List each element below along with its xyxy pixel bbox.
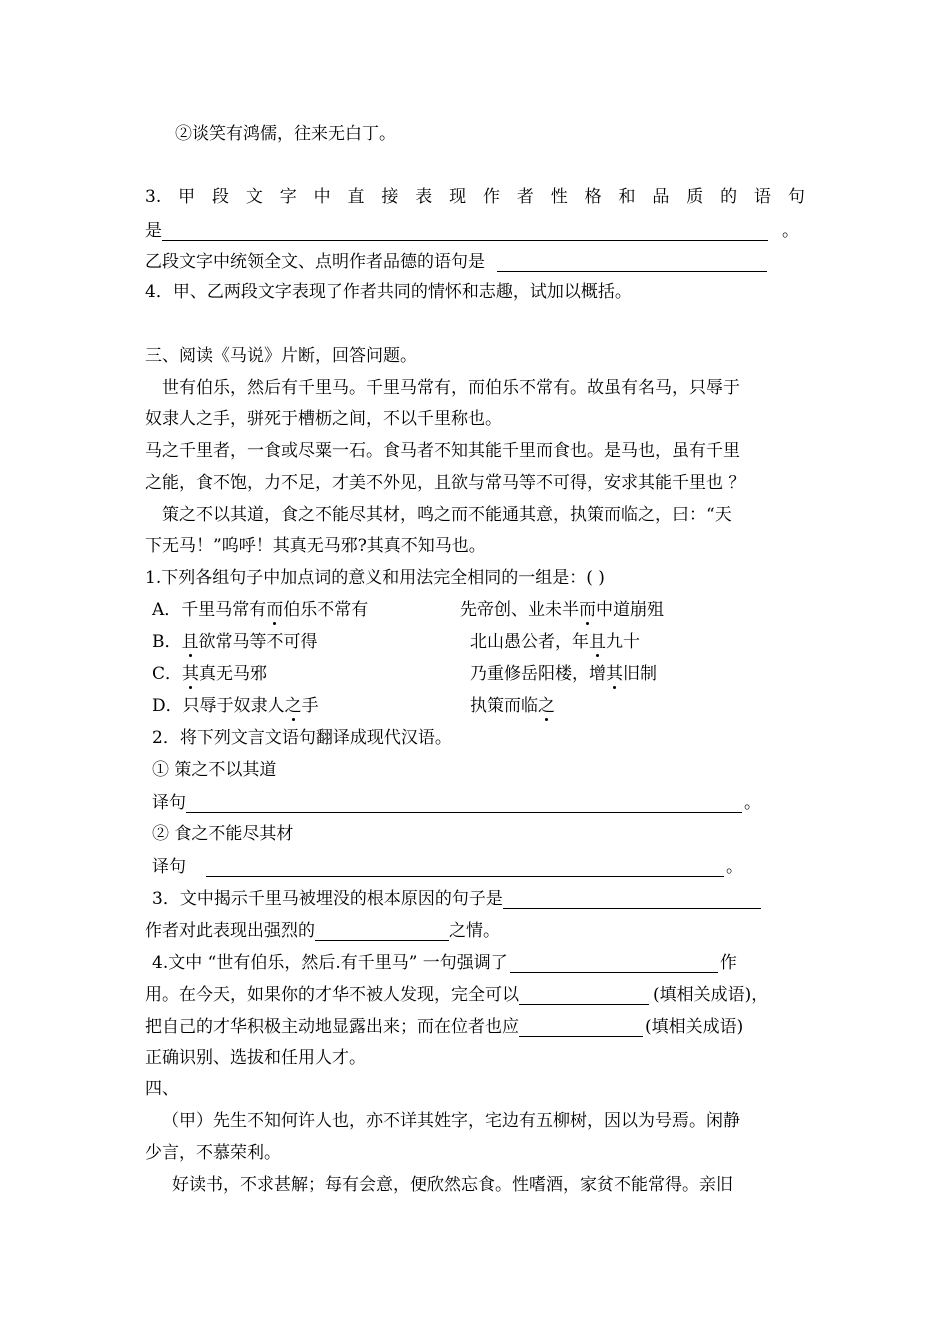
char: 者 <box>516 187 534 207</box>
question-3-2: 2．将下列文言文语句翻译成现代汉语。 <box>152 728 452 748</box>
passage-line: 少言，不慕荣利。 <box>145 1143 281 1163</box>
answer-blank[interactable] <box>186 792 742 813</box>
char: 文 <box>245 187 263 207</box>
question-3-1: 1.下列各组句子中加点词的意义和用法完全相同的一组是：( ) <box>145 568 605 588</box>
translate-answer-line: 译句 。 <box>152 857 743 877</box>
char: 接 <box>381 187 399 207</box>
question-2-3-line2: 是 。 <box>145 221 799 241</box>
passage-line: 世有伯乐，然后有千里马。千里马常有，而伯乐不常有。故虽有名马，只辱于 <box>162 378 740 398</box>
answer-blank[interactable] <box>315 920 449 941</box>
char: 性 <box>550 187 568 207</box>
answer-blank[interactable] <box>206 856 724 877</box>
char: 语 <box>753 187 771 207</box>
question-2-3-line1 <box>145 187 805 207</box>
char: 的 <box>720 187 738 207</box>
passage-line: 奴隶人之手，骈死于槽枥之间，不以千里称也。 <box>145 409 502 429</box>
option-d[interactable]: D．只辱于奴隶人之手 执策而临之 <box>152 696 555 716</box>
char: 作 <box>482 187 500 207</box>
char: 和 <box>618 187 636 207</box>
char: 格 <box>584 187 602 207</box>
answer-blank[interactable] <box>519 984 649 1005</box>
question-3-4-line1: 4.文中 “世有伯乐，然后.有千里马” 一句强调了 作 <box>152 953 737 973</box>
section-heading: 三、阅读《马说》片断，回答问题。 <box>145 346 417 366</box>
section-heading: 四、 <box>145 1079 179 1099</box>
char: 品 <box>652 187 670 207</box>
answer-blank[interactable] <box>162 220 768 241</box>
question-3-3-line2: 作者对此表现出强烈的 之情。 <box>145 921 500 941</box>
question-3-4-line4: 正确识别、选拔和任用人才。 <box>145 1048 366 1068</box>
char: 质 <box>686 187 704 207</box>
translate-answer-line: 译句 。 <box>152 793 761 813</box>
char: 段 <box>211 187 229 207</box>
question-3-3-line1: 3．文中揭示千里马被埋没的根本原因的句子是 <box>152 888 761 909</box>
answer-blank[interactable] <box>497 251 767 272</box>
char: 甲 <box>178 187 196 207</box>
passage-line: 下无马！”呜呼！其真无马邪?其真不知马也。 <box>145 536 486 556</box>
char: 字 <box>279 187 297 207</box>
passage-line: 之能，食不饱，力不足，才美不外见，且欲与常马等不可得，安求其能千里也 ？ <box>145 473 746 493</box>
question-2-4: 4．甲、乙两段文字表现了作者共同的情怀和志趣，试加以概括。 <box>145 282 632 302</box>
translate-item: ① 策之不以其道 <box>152 760 277 780</box>
char: 中 <box>313 187 331 207</box>
answer-blank[interactable] <box>519 1016 643 1037</box>
question-3-4-line3: 把自己的才华积极主动地显露出来；而在位者也应 (填相关成语) <box>145 1017 744 1037</box>
option-a[interactable]: A．千里马常有而伯乐不常有 先帝创、业未半而中道崩殂 <box>152 600 664 620</box>
passage-line: 马之千里者，一食或尽粟一石。食马者不知其能千里而食也。是马也，虽有千里 <box>145 441 740 461</box>
char: 句 <box>787 187 805 207</box>
answer-blank[interactable] <box>510 952 718 973</box>
option-b[interactable]: B．且欲常马等不可得 北山愚公者，年且九十 <box>152 632 640 652</box>
char: 现 <box>449 187 467 207</box>
option-c[interactable]: C．其真无马邪 乃重修岳阳楼，增其旧制 <box>152 664 657 684</box>
char: 直 <box>347 187 365 207</box>
question-2-3-line3: 乙段文字中统领全文、点明作者品德的语句是 <box>145 251 767 272</box>
question-3-4-line2: 用。在今天，如果你的才华不被人发现，完全可以 (填相关成语)， <box>145 985 769 1005</box>
passage-line: 好读书，不求甚解；每有会意，便欣然忘食。性嗜酒，家贫不能常得。亲旧 <box>172 1175 733 1195</box>
passage-line: 策之不以其道，食之不能尽其材，鸣之而不能通其意，执策而临之，曰：“天 <box>162 505 732 525</box>
char: 3. <box>145 187 162 207</box>
char: 表 <box>415 187 433 207</box>
answer-blank[interactable] <box>503 888 761 909</box>
text-line: ②谈笑有鸿儒，往来无白丁。 <box>175 124 396 144</box>
translate-item: ② 食之不能尽其材 <box>152 824 294 844</box>
passage-line: （甲）先生不知何许人也，亦不详其姓字，宅边有五柳树，因以为号焉。闲静 <box>162 1111 740 1131</box>
